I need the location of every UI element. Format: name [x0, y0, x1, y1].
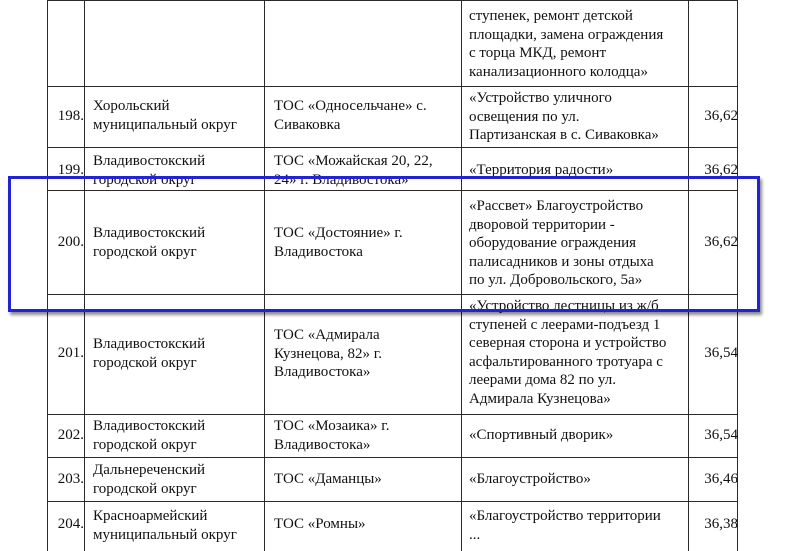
project-line: леерами дома 82 по ул.	[469, 372, 616, 388]
row-number: 201.	[57, 345, 84, 361]
region-line: муниципальный округ	[93, 116, 237, 133]
tos-line: ТОС «Ромны»	[274, 516, 366, 532]
tos-line: 24» г. Владивостока»	[274, 171, 409, 188]
amount-cell: 36,62	[704, 162, 738, 178]
region-cell	[93, 461, 263, 498]
region-line: городской округ	[93, 480, 197, 497]
project-line: «Благоустройство»	[469, 471, 591, 487]
tos-line: ТОС «Достояние» г.	[274, 225, 403, 241]
project-line: ступеней с леерами-подъезд 1	[469, 316, 661, 333]
project-line: оборудование ограждения	[469, 235, 637, 251]
table-row	[47, 294, 738, 415]
region-cell	[93, 507, 263, 544]
region-line: Владивостокский	[93, 225, 206, 241]
region-line: городской округ	[93, 171, 197, 188]
project-line: ...	[469, 526, 481, 543]
project-line: с торца МКД, ремонт	[469, 45, 607, 61]
tos-line: Кузнецова, 82» г.	[274, 345, 383, 362]
amount-cell: 36,54	[704, 427, 738, 443]
project-line: канализационного колодца»	[469, 63, 648, 80]
tos-line: Владивостока»	[274, 364, 371, 380]
amount-cell: 36,38	[704, 516, 738, 532]
tos-line: ТОС «Можайская 20, 22,	[274, 153, 433, 169]
project-line: площадки, замена ограждения	[469, 26, 664, 43]
region-line: Красноармейский	[93, 508, 208, 524]
project-line: «Устройство лестницы из ж/б	[469, 298, 659, 314]
row-number: 204.	[57, 516, 84, 532]
project-cell	[469, 507, 691, 544]
table-row	[47, 0, 738, 87]
project-cell	[469, 7, 691, 81]
region-line: городской округ	[93, 436, 197, 453]
row-number: 202.	[57, 427, 84, 443]
project-line: «Спортивный дворик»	[469, 427, 614, 443]
row-number: 198.	[57, 108, 84, 124]
amount-cell: 36,62	[704, 234, 738, 250]
project-cell	[469, 89, 691, 145]
project-line: ступенек, ремонт детской	[469, 8, 633, 24]
row-number: 199.	[57, 162, 84, 178]
tos-line: ТОС «Адмирала	[274, 327, 380, 343]
region-cell	[93, 417, 263, 454]
table-row	[47, 457, 738, 502]
project-line: освещения по ул.	[469, 108, 580, 125]
project-line: «Устройство уличного	[469, 90, 612, 106]
region-cell	[93, 335, 263, 372]
project-line: «Территория радости»	[469, 162, 614, 178]
project-line: «Рассвет» Благоустройство	[469, 198, 644, 214]
tos-cell	[274, 417, 462, 454]
amount-cell: 36,54	[704, 345, 738, 361]
region-line: Дальнереченский	[93, 462, 206, 478]
table-row	[47, 501, 738, 551]
row-number: 200.	[57, 234, 84, 250]
table-row	[47, 86, 738, 148]
project-cell	[469, 426, 691, 445]
region-line: городской округ	[93, 354, 197, 371]
region-line: Владивостокский	[93, 153, 206, 169]
project-cell	[469, 297, 691, 408]
row-number: 203.	[57, 471, 84, 487]
region-line: Владивостокский	[93, 418, 206, 434]
region-line: Хорольский	[93, 98, 170, 114]
table-row	[47, 414, 738, 458]
amount-cell: 36,46	[704, 471, 738, 487]
highlight-box	[8, 176, 760, 312]
tos-cell	[274, 97, 462, 134]
project-line: по ул. Добровольского, 5а»	[469, 272, 643, 288]
tos-line: Владивостока»	[274, 436, 371, 453]
region-cell	[93, 97, 263, 134]
tos-line: Сиваковка	[274, 116, 341, 133]
project-line: дворовой территории -	[469, 216, 615, 233]
project-line: палисадников и зоны отдыха	[469, 253, 654, 270]
tos-line: Владивостока	[274, 243, 363, 260]
tos-line: ТОС «Даманцы»	[274, 471, 382, 487]
amount-cell: 36,62	[704, 108, 738, 124]
tos-line: ТОС «Мозаика» г.	[274, 418, 390, 434]
project-line: Адмирала Кузнецова»	[469, 390, 611, 407]
project-line: Партизанская в с. Сиваковка»	[469, 127, 659, 143]
region-line: Владивостокский	[93, 336, 206, 352]
project-line: «Благоустройство территории	[469, 508, 661, 524]
project-cell	[469, 470, 691, 489]
region-line: городской округ	[93, 243, 197, 260]
tos-line: ТОС «Односельчане» с.	[274, 98, 427, 114]
project-line: асфальтированного тротуара с	[469, 353, 663, 370]
project-line: северная сторона и устройство	[469, 335, 667, 351]
tos-cell	[274, 470, 462, 489]
tos-cell	[274, 326, 462, 382]
region-line: муниципальный округ	[93, 526, 237, 543]
